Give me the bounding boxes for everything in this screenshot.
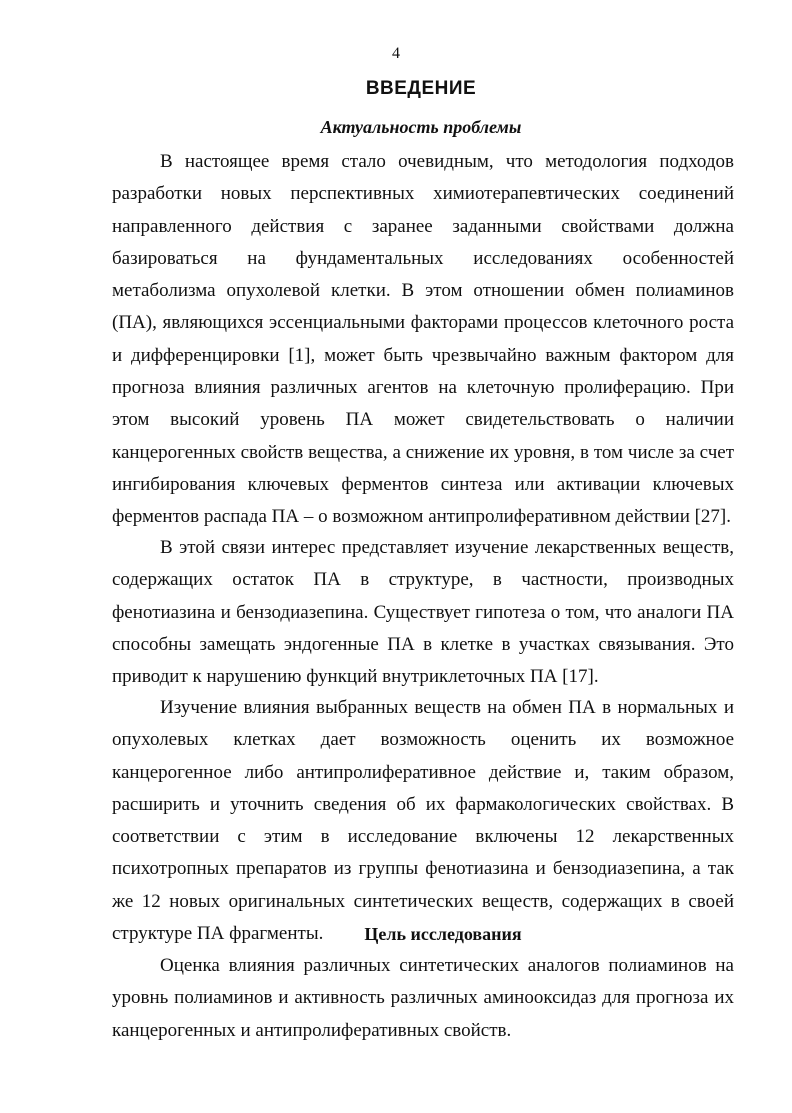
text-block-relevance-1 bbox=[112, 146, 734, 534]
section-subtitle-relevance: Актуальность проблемы bbox=[320, 117, 522, 137]
page-number: 4 bbox=[392, 45, 400, 62]
text-block-goal bbox=[112, 950, 734, 1047]
paragraph: В настоящее время стало очевидным, что методология подходов разработки новых перспективных химиотерапевтических соединений направленного действия с заранее заданными свойствами должна базироваться на фундаментальных исследованиях особенностей метаболизма опухолевой клетки. В этом отношении обмен полиаминов (ПА), являющихся эссенциальными факторами процессов клеточного роста и дифференцировки [1], может быть чрезвычайно важным фактором для прогноза влияния различных агентов на клеточную пролиферацию. При этом высокий уровень ПА может свидетельствовать о наличии канцерогенных свойств вещества, а снижение их уровня, в том числе за счет ингибирования ключевых ферментов синтеза или активации ключевых ферментов распада ПА – о возможном антипролиферативном действии [27]. bbox=[112, 151, 734, 528]
section-heading-goal: Цель исследования bbox=[364, 924, 522, 944]
paragraph: Изучение влияния выбранных веществ на обмен ПА в нормальных и опухолевых клетках дает возможность оценить их возможное канцерогенное либо антипролиферативное действие и, таким образом, расширить и уточнить сведения об их фармакологических свойствах. В соответствии с этим в исследование включены 12 лекарственных психотропных препаратов из группы фенотиазина и бензодиазепина, а так же 12 новых оригинальных синтетических веществ, содержащих в своей структуре ПА фрагменты. bbox=[112, 697, 734, 945]
text-block-relevance-3 bbox=[112, 692, 734, 950]
page-title: ВВЕДЕНИЕ bbox=[365, 78, 477, 99]
text-block-relevance-2 bbox=[112, 532, 734, 693]
paragraph: В этой связи интерес представляет изучение лекарственных веществ, содержащих остаток ПА в структуре, в частности, производных фенотиазина и бензодиазепина. Существует гипотеза о том, что аналоги ПА способны замещать эндогенные ПА в клетке в участках связывания. Это приводит к нарушению функций внутриклеточных ПА [17]. bbox=[112, 537, 734, 688]
paragraph: Оценка влияния различных синтетических аналогов полиаминов на уровнь полиаминов и активность различных аминооксидаз для прогноза их канцерогенных и антипролиферативных свойств. bbox=[112, 955, 734, 1041]
